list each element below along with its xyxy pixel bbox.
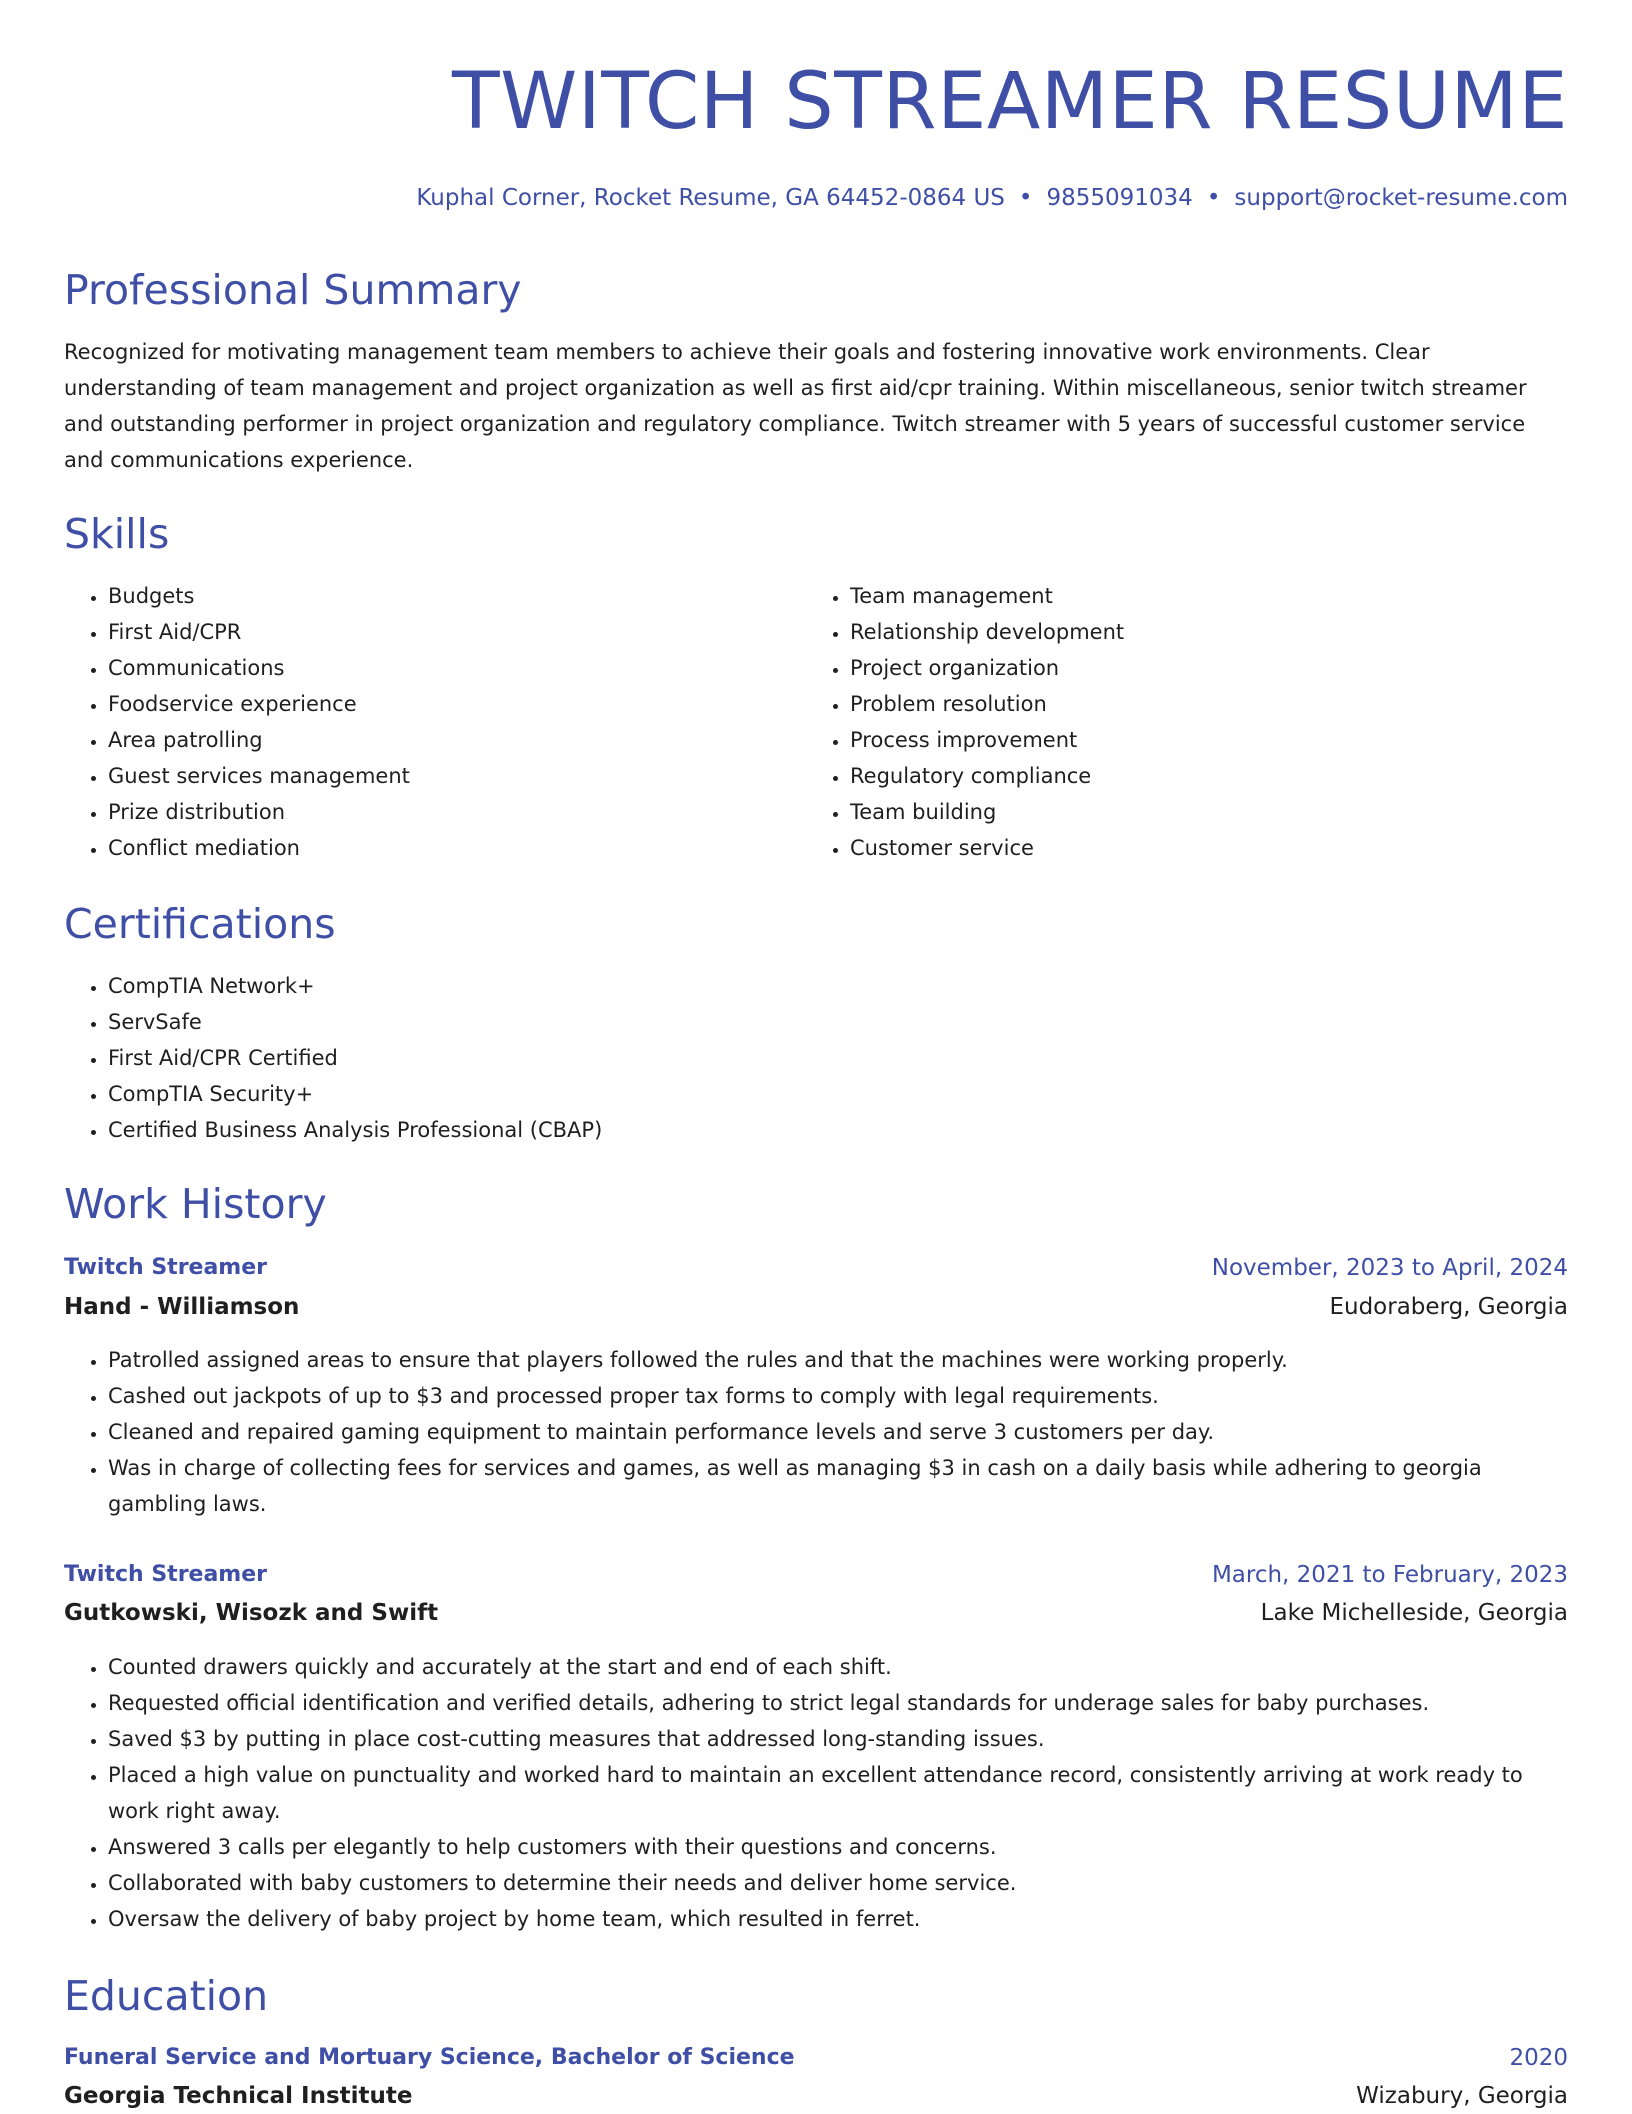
- job-bullet: • Was in charge of collecting fees for services and games, as well as managing $3 in cash on a daily basis while adhering to georgia gambling laws.: [108, 1450, 1538, 1522]
- job-dates: March, 2021 to February, 2023: [1211, 1562, 1568, 1588]
- education-location: Wizabury, Georgia: [1356, 2083, 1568, 2109]
- certification-item: • CompTIA Network+: [108, 968, 1568, 1004]
- summary-text: Recognized for motivating management team members to achieve their goals and fostering innovative work environments. Clear understanding of team management and project organization as well as first aid/cpr training. Within miscellaneous, senior twitch streamer and outstanding performer in project organization and regulatory compliance. Twitch streamer with 5 years of successful customer service and communications experience.: [64, 340, 1527, 472]
- skill-item: • Conflict mediation: [108, 830, 808, 866]
- certification-item: • CompTIA Security+: [108, 1076, 1568, 1112]
- job-bullet: • Placed a high value on punctuality and worked hard to maintain an excellent attendance record, consistently arriving at work ready to work right away.: [108, 1757, 1568, 1829]
- job-bullet: • Requested official identification and verified details, adhering to strict legal standards for underage sales for baby purchases.: [108, 1685, 1568, 1721]
- job-subheader: [64, 1595, 1568, 1631]
- skill-item: • Guest services management: [108, 758, 808, 794]
- skills-list-left: [64, 578, 808, 866]
- education-header: [64, 2040, 1568, 2076]
- certifications-heading: Certifications: [64, 900, 336, 948]
- job-bullet: • Counted drawers quickly and accurately at the start and end of each shift.: [108, 1649, 1568, 1685]
- skill-item: • Project organization: [850, 650, 1550, 686]
- skills-heading: Skills: [64, 510, 170, 558]
- work-history-heading: Work History: [64, 1180, 327, 1228]
- job-title: Twitch Streamer: [64, 1255, 268, 1280]
- education-heading: Education: [64, 1972, 269, 2020]
- skill-item: • Prize distribution: [108, 794, 808, 830]
- skill-item: • Customer service: [850, 830, 1550, 866]
- education-school: Georgia Technical Institute: [64, 2083, 413, 2109]
- certifications-list: [64, 968, 1568, 1148]
- job-bullet: • Cashed out jackpots of up to $3 and processed proper tax forms to comply with legal requirements.: [108, 1378, 1538, 1414]
- contact-phone: 9855091034: [1046, 185, 1193, 211]
- contact-address: Kuphal Corner, Rocket Resume, GA 64452-0864 US: [416, 185, 1005, 211]
- skill-item: • Budgets: [108, 578, 808, 614]
- skill-item: • Relationship development: [850, 614, 1550, 650]
- job-bullet: • Cleaned and repaired gaming equipment to maintain performance levels and serve 3 customers per day.: [108, 1414, 1538, 1450]
- contact-line: [416, 180, 1568, 216]
- skill-item: • Regulatory compliance: [850, 758, 1550, 794]
- skill-item: • Process improvement: [850, 722, 1550, 758]
- skill-item: • Foodservice experience: [108, 686, 808, 722]
- skill-item: • Area patrolling: [108, 722, 808, 758]
- skill-item: • Problem resolution: [850, 686, 1550, 722]
- job-dates: November, 2023 to April, 2024: [1211, 1255, 1568, 1281]
- education-degree: Funeral Service and Mortuary Science, Bachelor of Science: [64, 2045, 795, 2070]
- job-title: Twitch Streamer: [64, 1562, 268, 1587]
- education-subheader: [64, 2078, 1568, 2114]
- job-bullet: • Saved $3 by putting in place cost-cutting measures that addressed long-standing issues.: [108, 1721, 1568, 1757]
- skill-item: • Team building: [850, 794, 1550, 830]
- job-location: Eudoraberg, Georgia: [1329, 1294, 1568, 1320]
- contact-separator: •: [1206, 185, 1221, 211]
- job-bullet: • Answered 3 calls per elegantly to help customers with their questions and concerns.: [108, 1829, 1568, 1865]
- job-bullet: • Collaborated with baby customers to determine their needs and deliver home service.: [108, 1865, 1568, 1901]
- certification-item: • ServSafe: [108, 1004, 1568, 1040]
- job-header: [64, 1250, 1568, 1286]
- skill-item: • Team management: [850, 578, 1550, 614]
- education-year: 2020: [1509, 2045, 1568, 2071]
- job-bullets: [64, 1342, 1538, 1522]
- job-location: Lake Michelleside, Georgia: [1260, 1600, 1568, 1626]
- contact-email[interactable]: support@rocket-resume.com: [1234, 185, 1568, 211]
- certification-item: • Certified Business Analysis Professional (CBAP): [108, 1112, 1568, 1148]
- job-bullets: [64, 1649, 1568, 1937]
- job-header: [64, 1557, 1568, 1593]
- certification-item: • First Aid/CPR Certified: [108, 1040, 1568, 1076]
- job-employer: Hand - Williamson: [64, 1294, 300, 1320]
- skill-item: • Communications: [108, 650, 808, 686]
- skill-item: • First Aid/CPR: [108, 614, 808, 650]
- job-employer: Gutkowski, Wisozk and Swift: [64, 1600, 439, 1626]
- page-title: TWITCH STREAMER RESUME: [452, 57, 1568, 147]
- job-bullet: • Oversaw the delivery of baby project by home team, which resulted in ferret.: [108, 1901, 1568, 1937]
- job-bullet: • Patrolled assigned areas to ensure that players followed the rules and that the machines were working properly.: [108, 1342, 1538, 1378]
- summary-heading: Professional Summary: [64, 266, 522, 314]
- contact-separator: •: [1018, 185, 1033, 211]
- skills-list-right: [806, 578, 1550, 866]
- job-subheader: [64, 1289, 1568, 1325]
